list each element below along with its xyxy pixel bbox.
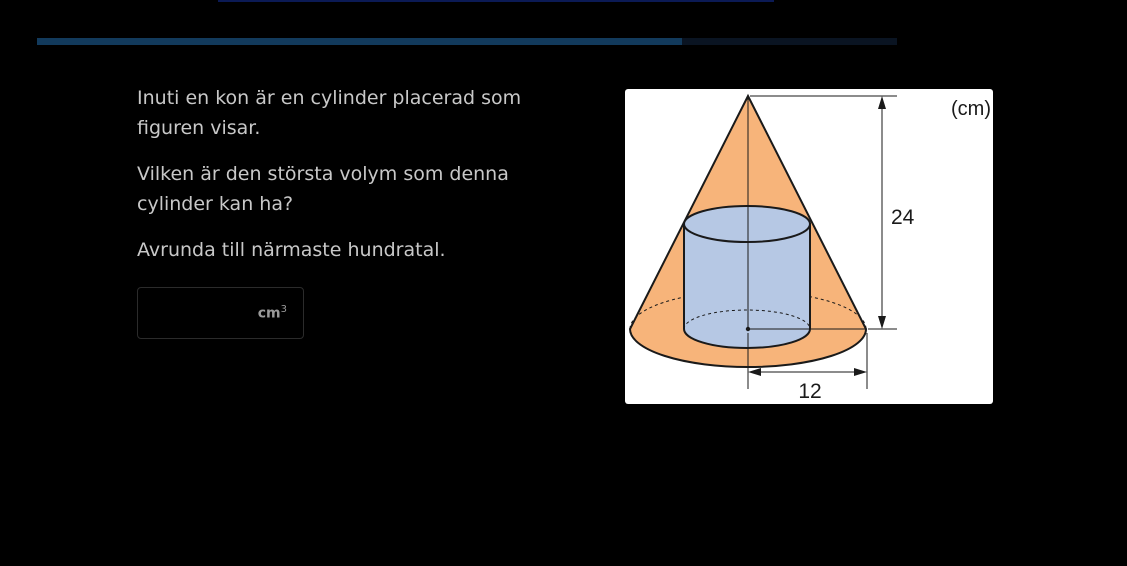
height-label: 24 bbox=[891, 206, 915, 229]
radius-label: 12 bbox=[798, 380, 822, 403]
unit-caption: (cm) bbox=[951, 98, 991, 120]
unit-label bbox=[258, 304, 287, 322]
top-divider bbox=[218, 0, 774, 2]
answer-input[interactable] bbox=[146, 298, 258, 330]
progress-bar bbox=[37, 38, 897, 45]
progress-bar-fill bbox=[37, 38, 682, 45]
answer-field[interactable] bbox=[137, 287, 304, 339]
question-paragraph: Avrunda till närmaste hundratal. bbox=[137, 239, 446, 261]
question-paragraph: Vilken är den största volym som denna cylinder kan ha? bbox=[137, 163, 509, 215]
unit-exponent: 3 bbox=[280, 304, 287, 315]
question-paragraph: Inuti en kon är en cylinder placerad som figuren visar. bbox=[137, 87, 522, 139]
cone-cylinder-figure bbox=[625, 89, 993, 404]
height-arrow-bottom bbox=[878, 316, 886, 329]
unit-base: cm bbox=[257, 305, 281, 322]
figure-svg bbox=[625, 89, 993, 404]
height-arrow-top bbox=[878, 96, 886, 109]
question-text bbox=[137, 83, 587, 281]
radius-arrow-left bbox=[748, 368, 761, 376]
cylinder-top bbox=[684, 206, 810, 242]
radius-arrow-right bbox=[854, 368, 867, 376]
base-center-dot bbox=[746, 327, 750, 331]
